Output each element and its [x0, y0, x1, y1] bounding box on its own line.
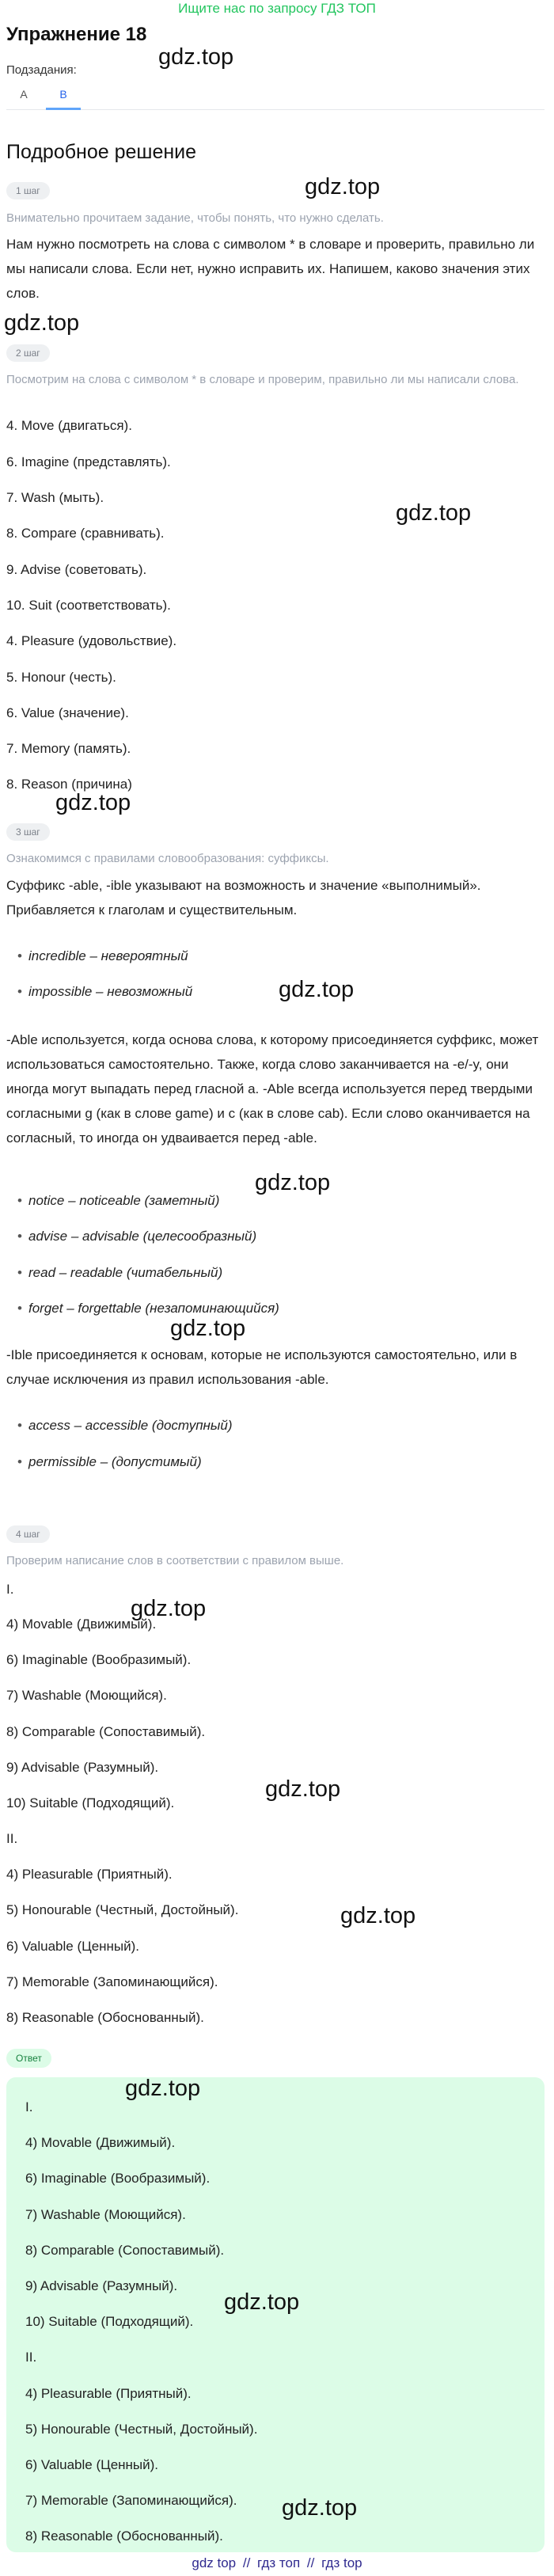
example-item: • permissible – (допустимый) — [17, 1454, 202, 1469]
search-banner: Ищите нас по запросу ГДЗ ТОП — [178, 1, 376, 16]
step-badge: 3 шаг — [6, 823, 50, 841]
list-item: 7. Wash (мыть). — [6, 490, 104, 505]
answer-item: 7) Memorable (Запоминающийся). — [25, 2493, 237, 2508]
section-title: Подробное решение — [6, 141, 197, 163]
list-item: 5) Honourable (Честный, Достойный). — [6, 1902, 239, 1917]
list-item: 8. Reason (причина) — [6, 777, 132, 792]
answer-item: 6) Imaginable (Вообразимый). — [25, 2171, 211, 2186]
exercise-title: Упражнение 18 — [6, 24, 147, 45]
answer-badge: Ответ — [6, 2049, 51, 2068]
watermark: gdz.top — [279, 977, 355, 1002]
answer-item: 9) Advisable (Разумный). — [25, 2278, 178, 2293]
list-item: 10) Suitable (Подходящий). — [6, 1795, 175, 1810]
rule-text: -Able используется, когда основа слова, к которому присоединяется суффикс, может использоваться самостоятельно. Также, когда слово заканчивается на -e/-y, они иногда могут выпадать перед гласной a. -Able всегда используется перед твердыми согласными g (как в слове game) и c (как в слове cab). Если слово оканчивается на согласный, то иногда он удваивается перед -able. — [6, 1032, 539, 1146]
list-item: 8) Reasonable (Обоснованный). — [6, 2010, 204, 2025]
rule-text: Суффикс -able, -ible указывают на возможность и значение «выполнимый». Прибавляется к глаголам и существительным. — [6, 878, 481, 918]
example-item: • advise – advisable (целесообразный) — [17, 1229, 257, 1244]
watermark: gdz.top — [265, 1776, 341, 1802]
example-item: • access – accessible (доступный) — [17, 1418, 233, 1433]
answer-item: II. — [25, 2350, 37, 2365]
step-hint: Проверим написание слов в соответствии с правилом выше. — [6, 1554, 344, 1567]
answer-item: 8) Reasonable (Обоснованный). — [25, 2529, 223, 2544]
list-item: 7) Washable (Моющийся). — [6, 1688, 167, 1703]
list-item: II. — [6, 1831, 18, 1846]
subtasks-label: Подзадания: — [6, 63, 77, 77]
watermark: gdz.top — [170, 1316, 246, 1341]
tab-a[interactable]: A — [20, 88, 28, 101]
step-hint: Внимательно прочитаем задание, чтобы понять, что нужно сделать. — [6, 211, 384, 225]
list-item: 6. Imagine (представлять). — [6, 454, 171, 469]
footer-separator: // — [306, 2555, 315, 2570]
footer-link-gdz-top-ru[interactable]: гдз топ — [257, 2555, 301, 2570]
list-item: 7) Memorable (Запоминающийся). — [6, 1974, 218, 1989]
watermark: gdz.top — [125, 2076, 201, 2101]
watermark: gdz.top — [158, 44, 234, 70]
example-item: • notice – noticeable (заметный) — [17, 1193, 220, 1208]
step-hint: Ознакомимся с правилами словообразования: суффиксы. — [6, 852, 329, 865]
list-item: 4. Move (двигаться). — [6, 418, 132, 433]
list-item: I. — [6, 1582, 14, 1597]
list-item: 6. Value (значение). — [6, 705, 129, 720]
list-item: 9. Advise (советовать). — [6, 562, 147, 577]
list-item: 8. Compare (сравнивать). — [6, 526, 165, 541]
list-item: 5. Honour (честь). — [6, 670, 116, 685]
answer-item: 6) Valuable (Ценный). — [25, 2457, 159, 2472]
example-item: • read – readable (читабельный) — [17, 1265, 223, 1280]
example-item: • forget – forgettable (незапоминающийся) — [17, 1301, 279, 1316]
list-item: 6) Valuable (Ценный). — [6, 1939, 140, 1954]
list-item: 4) Pleasurable (Приятный). — [6, 1867, 173, 1882]
list-item: 9) Advisable (Разумный). — [6, 1760, 159, 1775]
watermark: gdz.top — [131, 1596, 207, 1621]
step-badge: 1 шаг — [6, 182, 50, 199]
example-item: • impossible – невозможный — [17, 984, 193, 999]
list-item: 4) Movable (Движимый). — [6, 1617, 157, 1632]
step-text: Нам нужно посмотреть на слова с символом * в словаре и проверить, правильно ли мы написали слова. Если нет, нужно исправить их. Напишем, каково значения этих слов. — [6, 237, 535, 301]
answer-box — [6, 2077, 545, 2552]
footer-link-gdz-top[interactable]: gdz top — [192, 2555, 237, 2570]
rule-text: -Ible присоединяется к основам, которые не используются самостоятельно, или в случае исключения из правил использования -able. — [6, 1347, 518, 1387]
watermark: gdz.top — [255, 1170, 331, 1195]
footer-links — [0, 2555, 554, 2571]
footer-separator: // — [242, 2555, 251, 2570]
watermark: gdz.top — [340, 1903, 416, 1928]
answer-item: 4) Movable (Движимый). — [25, 2135, 176, 2150]
answer-item: 5) Honourable (Честный, Достойный). — [25, 2422, 258, 2437]
subtask-tabs — [6, 82, 545, 110]
example-item: • incredible – невероятный — [17, 948, 188, 963]
footer-link-gdz-top-mixed[interactable]: гдз top — [321, 2555, 362, 2570]
step-hint: Посмотрим на слова с символом * в словаре и проверим, правильно ли мы написали слова. — [6, 373, 519, 386]
watermark: gdz.top — [396, 500, 472, 526]
watermark: gdz.top — [305, 174, 381, 199]
list-item: 8) Comparable (Сопоставимый). — [6, 1724, 206, 1739]
watermark: gdz.top — [282, 2495, 358, 2521]
answer-item: 7) Washable (Моющийся). — [25, 2207, 186, 2222]
list-item: 7. Memory (память). — [6, 741, 131, 756]
tab-b[interactable]: B — [46, 82, 81, 110]
watermark: gdz.top — [4, 310, 80, 336]
list-item: 6) Imaginable (Вообразимый). — [6, 1652, 192, 1667]
answer-item: 4) Pleasurable (Приятный). — [25, 2386, 192, 2401]
step-badge: 2 шаг — [6, 344, 50, 362]
list-item: 4. Pleasure (удовольствие). — [6, 633, 177, 648]
list-item: 10. Suit (соответствовать). — [6, 598, 171, 613]
answer-item: 10) Suitable (Подходящий). — [25, 2314, 194, 2329]
answer-item: I. — [25, 2099, 33, 2114]
answer-item: 8) Comparable (Сопоставимый). — [25, 2243, 225, 2258]
watermark: gdz.top — [224, 2289, 300, 2315]
step-badge: 4 шаг — [6, 1525, 50, 1543]
watermark: gdz.top — [55, 790, 131, 815]
